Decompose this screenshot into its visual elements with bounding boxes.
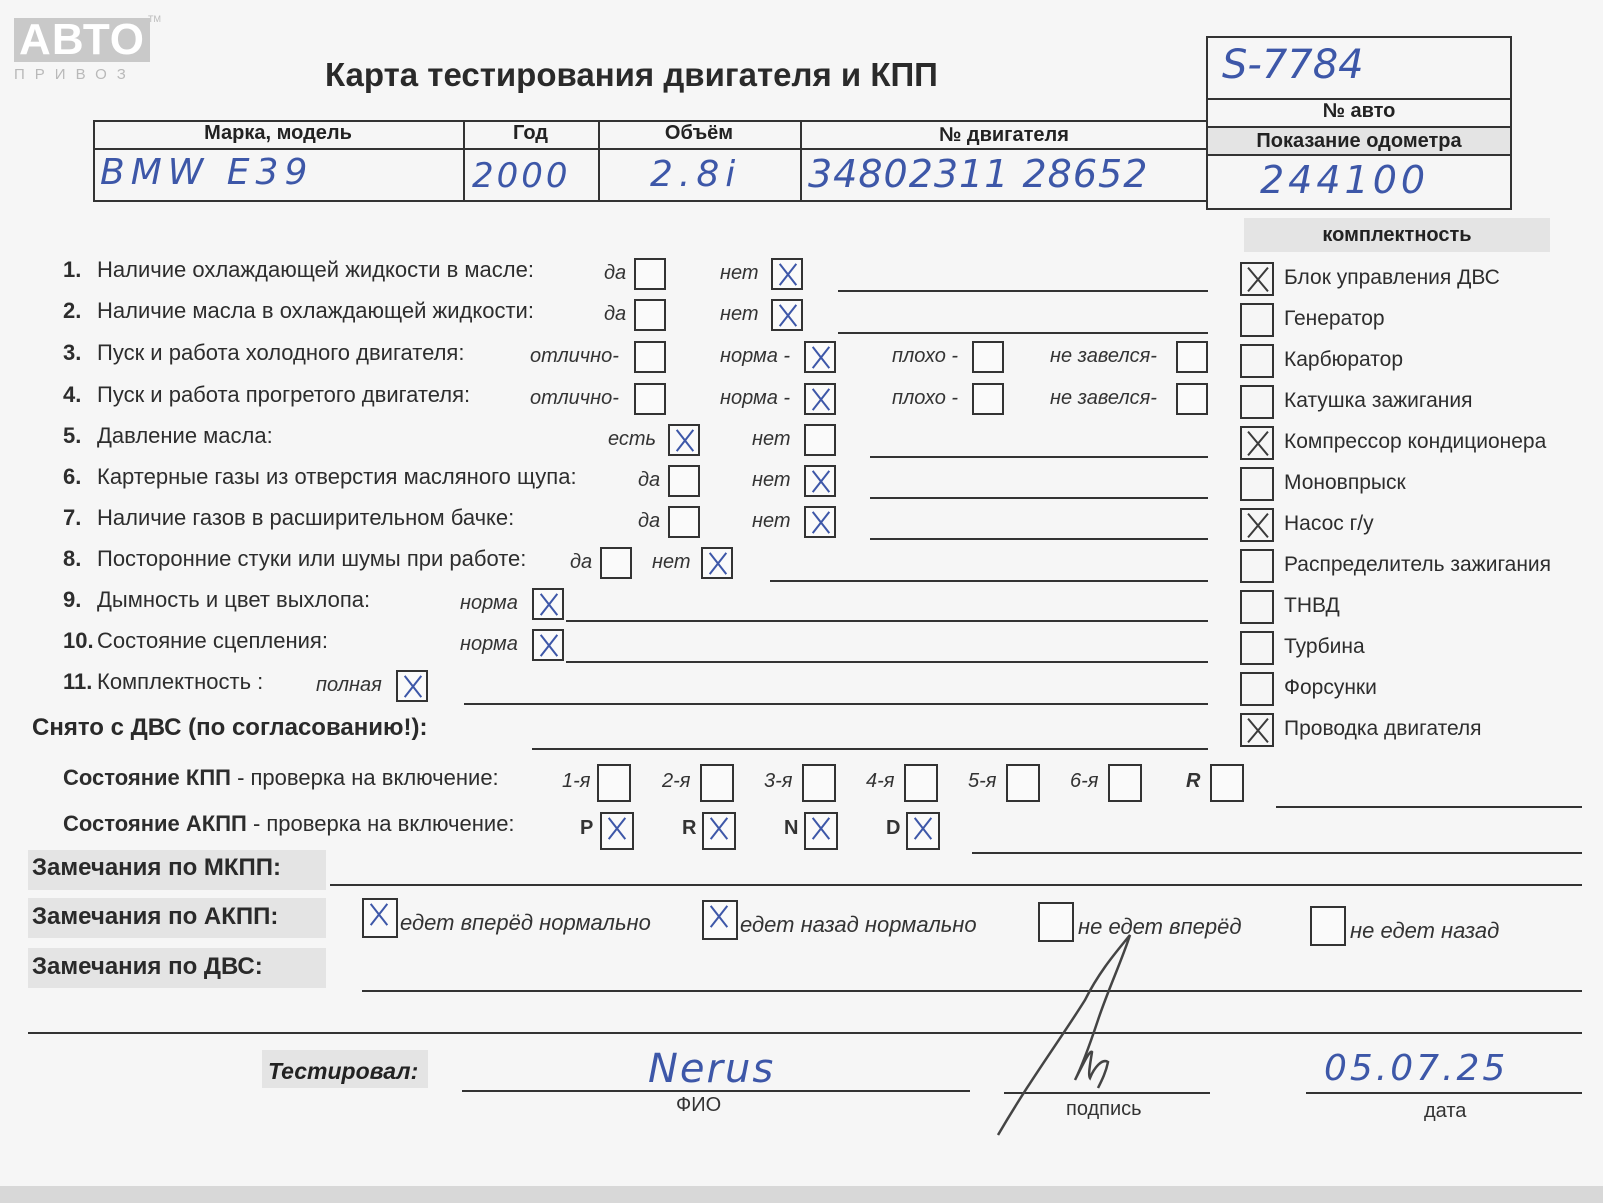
q4-normal-checkbox[interactable]: [804, 383, 836, 415]
date-line: [1306, 1092, 1582, 1094]
remarks-mkpp-label: Замечания по МКПП:: [32, 854, 282, 881]
q6-yes-label: да: [638, 469, 661, 491]
akpp-r-label: R: [682, 817, 697, 839]
q11-full-label: полная: [316, 674, 382, 696]
comp-ps-pump-label: Насос г/у: [1284, 512, 1374, 535]
kpp-gear-5-checkbox[interactable]: [1006, 764, 1040, 802]
q7-yes-checkbox[interactable]: [668, 506, 700, 538]
q3-bad-label: плохо -: [892, 345, 959, 367]
comp-carburetor-checkbox[interactable]: [1240, 344, 1274, 378]
odometer-label: Показание одометра: [1256, 130, 1462, 152]
engine-no-value: 34802311 28652: [808, 152, 1149, 196]
question-7: 7. Наличие газов в расширительном бачке:: [63, 505, 515, 530]
akpp-d-label: D: [886, 817, 901, 839]
akpp-note-line: [972, 852, 1582, 854]
comp-wiring-label: Проводка двигателя: [1284, 717, 1482, 740]
fio-value: Nerus: [648, 1046, 776, 1092]
q1-option-yes-label: да: [604, 262, 627, 284]
q3-bad-checkbox[interactable]: [972, 341, 1004, 373]
volume-value: 2.8i: [650, 154, 742, 195]
akpp-d-checkbox[interactable]: [906, 812, 940, 850]
odometer-label-cell: [1206, 126, 1512, 156]
kpp-gear-2-checkbox[interactable]: [700, 764, 734, 802]
q6-yes-checkbox[interactable]: [668, 465, 700, 497]
akpp-back-ok-label: едет назад нормально: [740, 912, 977, 937]
model-value: BMW E39: [100, 152, 314, 193]
comp-turbine-label: Турбина: [1284, 635, 1365, 658]
completeness-title: комплектность: [1322, 224, 1472, 246]
q3-normal-label: норма -: [720, 345, 791, 367]
q2-note-line: [838, 332, 1208, 334]
removed-label: Снято с ДВС (по согласованию!):: [32, 714, 428, 741]
q8-yes-checkbox[interactable]: [600, 547, 632, 579]
kpp-gear-6-checkbox[interactable]: [1108, 764, 1142, 802]
comp-injectors-checkbox[interactable]: [1240, 672, 1274, 706]
akpp-no-forward-label: не едет вперёд: [1078, 914, 1242, 939]
question-5: 5. Давление масла:: [63, 423, 273, 448]
q10-normal-label: норма: [460, 633, 518, 655]
q8-no-checkbox[interactable]: [701, 547, 733, 579]
kpp-gear-1-checkbox[interactable]: [597, 764, 631, 802]
question-6: 6. Картерные газы из отверстия масляного щупа:: [63, 464, 577, 489]
comp-wiring-checkbox[interactable]: [1240, 713, 1274, 747]
q3-nostart-label: не завелся-: [1050, 345, 1157, 367]
comp-ecu-checkbox[interactable]: [1240, 262, 1274, 296]
question-1: 1. Наличие охлаждающей жидкости в масле:: [63, 257, 534, 282]
odometer-value: 244100: [1260, 158, 1430, 202]
date-value: 05.07.25: [1324, 1048, 1509, 1089]
q10-note-line: [566, 661, 1208, 663]
q1-option-no-label: нет: [720, 262, 759, 284]
q1-no-checkbox[interactable]: [771, 258, 803, 290]
q6-no-label: нет: [752, 469, 791, 491]
q1-yes-checkbox[interactable]: [634, 258, 666, 290]
car-number-value: S-7784: [1222, 42, 1364, 88]
q5-no-checkbox[interactable]: [804, 424, 836, 456]
remarks-dvs-line-2: [28, 1032, 1582, 1034]
car-number-cell: [1206, 36, 1512, 100]
comp-injection-pump-label: ТНВД: [1284, 594, 1340, 617]
col-header-model: Марка, модель: [204, 122, 352, 144]
comp-ignition-coil-checkbox[interactable]: [1240, 385, 1274, 419]
comp-ignition-coil-label: Катушка зажигания: [1284, 389, 1473, 412]
q5-yes-label: есть: [608, 428, 657, 450]
akpp-back-ok-checkbox[interactable]: [702, 900, 738, 940]
q4-excellent-checkbox[interactable]: [634, 383, 666, 415]
q9-normal-checkbox[interactable]: [532, 588, 564, 620]
comp-carburetor-label: Карбюратор: [1284, 348, 1404, 371]
page-title: Карта тестирования двигателя и КПП: [325, 56, 938, 93]
q8-yes-label: да: [570, 551, 593, 573]
comp-distributor-checkbox[interactable]: [1240, 549, 1274, 583]
kpp-label: Состояние КПП - проверка на включение:: [63, 765, 499, 790]
q5-yes-checkbox[interactable]: [668, 424, 700, 456]
kpp-note-line: [1276, 806, 1582, 808]
remarks-akpp-label: Замечания по АКПП:: [32, 903, 279, 930]
remarks-dvs-line: [362, 990, 1582, 992]
comp-ac-compressor-label: Компрессор кондиционера: [1284, 430, 1547, 453]
q7-yes-label: да: [638, 510, 661, 532]
akpp-no-back-checkbox[interactable]: [1310, 906, 1346, 946]
q7-no-label: нет: [752, 510, 791, 532]
comp-generator-checkbox[interactable]: [1240, 303, 1274, 337]
year-value: 2000: [472, 156, 571, 196]
q11-full-checkbox[interactable]: [396, 670, 428, 702]
q4-bad-label: плохо -: [892, 387, 959, 409]
tested-label: Тестировал:: [268, 1058, 419, 1084]
akpp-p-label: P: [580, 817, 594, 839]
logo-subtitle: ПРИВОЗ: [14, 66, 136, 83]
kpp-gear-1-label: 1-я: [562, 770, 591, 792]
q4-bad-checkbox[interactable]: [972, 383, 1004, 415]
comp-turbine-checkbox[interactable]: [1240, 631, 1274, 665]
comp-distributor-label: Распределитель зажигания: [1284, 553, 1552, 576]
q8-note-line: [770, 580, 1208, 582]
kpp-gear-r-label: R: [1186, 770, 1201, 792]
comp-ecu-label: Блок управления ДВС: [1284, 266, 1500, 289]
q3-excellent-checkbox[interactable]: [634, 341, 666, 373]
comp-ps-pump-checkbox[interactable]: [1240, 508, 1274, 542]
kpp-gear-r-checkbox[interactable]: [1210, 764, 1244, 802]
akpp-forward-ok-label: едет вперёд нормально: [400, 910, 651, 935]
comp-injection-pump-checkbox[interactable]: [1240, 590, 1274, 624]
q3-excellent-label: отлично-: [530, 345, 619, 367]
akpp-no-back-label: не едет назад: [1350, 918, 1500, 943]
q2-option-no-label: нет: [720, 303, 759, 325]
akpp-label: Состояние АКПП - проверка на включение:: [63, 811, 515, 836]
question-8: 8. Посторонние стуки или шумы при работе:: [63, 546, 527, 571]
signature-mark: [990, 930, 1170, 1140]
q6-note-line: [870, 497, 1208, 499]
question-10: 10. Состояние сцепления:: [63, 628, 328, 653]
akpp-n-checkbox[interactable]: [804, 812, 838, 850]
q2-yes-checkbox[interactable]: [634, 299, 666, 331]
akpp-p-checkbox[interactable]: [600, 812, 634, 850]
q4-nostart-checkbox[interactable]: [1176, 383, 1208, 415]
kpp-gear-6-label: 6-я: [1070, 770, 1099, 792]
question-11: 11. Комплектность :: [63, 669, 264, 694]
date-label: дата: [1424, 1100, 1467, 1122]
remarks-mkpp-line: [330, 884, 1582, 886]
q4-excellent-label: отлично-: [530, 387, 619, 409]
avto-logo: АВТО: [14, 18, 150, 62]
kpp-gear-2-label: 2-я: [662, 770, 691, 792]
kpp-gear-5-label: 5-я: [968, 770, 997, 792]
q10-normal-checkbox[interactable]: [532, 629, 564, 661]
col-header-year: Год: [513, 122, 548, 144]
kpp-gear-3-label: 3-я: [764, 770, 793, 792]
car-number-label-cell: [1206, 98, 1512, 128]
col-header-engine-no: № двигателя: [939, 124, 1069, 146]
q8-no-label: нет: [652, 551, 691, 573]
remarks-dvs-label: Замечания по ДВС:: [32, 953, 263, 980]
odometer-value-cell: [1206, 154, 1512, 210]
page-bottom-edge: [0, 1186, 1603, 1203]
akpp-forward-ok-checkbox[interactable]: [362, 898, 398, 938]
logo-tm: TM: [148, 14, 161, 24]
col-header-volume: Объём: [664, 122, 734, 144]
q9-note-line: [566, 620, 1208, 622]
question-3: 3. Пуск и работа холодного двигателя:: [63, 340, 465, 365]
question-2: 2. Наличие масла в охлаждающей жидкости:: [63, 298, 534, 323]
comp-monoinjection-checkbox[interactable]: [1240, 467, 1274, 501]
comp-ac-compressor-checkbox[interactable]: [1240, 426, 1274, 460]
q4-nostart-label: не завелся-: [1050, 387, 1157, 409]
kpp-gear-4-checkbox[interactable]: [904, 764, 938, 802]
akpp-r-checkbox[interactable]: [702, 812, 736, 850]
fio-line: [462, 1090, 970, 1092]
q3-normal-checkbox[interactable]: [804, 341, 836, 373]
q4-normal-label: норма -: [720, 387, 791, 409]
car-number-label: № авто: [1322, 100, 1396, 122]
q6-no-checkbox[interactable]: [804, 465, 836, 497]
question-4: 4. Пуск и работа прогретого двигателя:: [63, 382, 471, 407]
removed-line: [532, 748, 1208, 750]
kpp-gear-3-checkbox[interactable]: [802, 764, 836, 802]
q11-note-line: [464, 703, 1208, 705]
signature-label: подпись: [1066, 1098, 1142, 1120]
comp-generator-label: Генератор: [1284, 307, 1385, 330]
comp-monoinjection-label: Моновпрыск: [1284, 471, 1406, 494]
question-9: 9. Дымность и цвет выхлопа:: [63, 587, 371, 612]
q1-note-line: [838, 290, 1208, 292]
akpp-n-label: N: [784, 817, 799, 839]
q9-normal-label: норма: [460, 592, 518, 614]
q5-note-line: [870, 456, 1208, 458]
q2-option-yes-label: да: [604, 303, 627, 325]
q7-note-line: [870, 538, 1208, 540]
q3-nostart-checkbox[interactable]: [1176, 341, 1208, 373]
fio-label: ФИО: [676, 1094, 722, 1116]
kpp-gear-4-label: 4-я: [866, 770, 895, 792]
q7-no-checkbox[interactable]: [804, 506, 836, 538]
comp-injectors-label: Форсунки: [1284, 676, 1377, 699]
q5-no-label: нет: [752, 428, 791, 450]
q2-no-checkbox[interactable]: [771, 299, 803, 331]
